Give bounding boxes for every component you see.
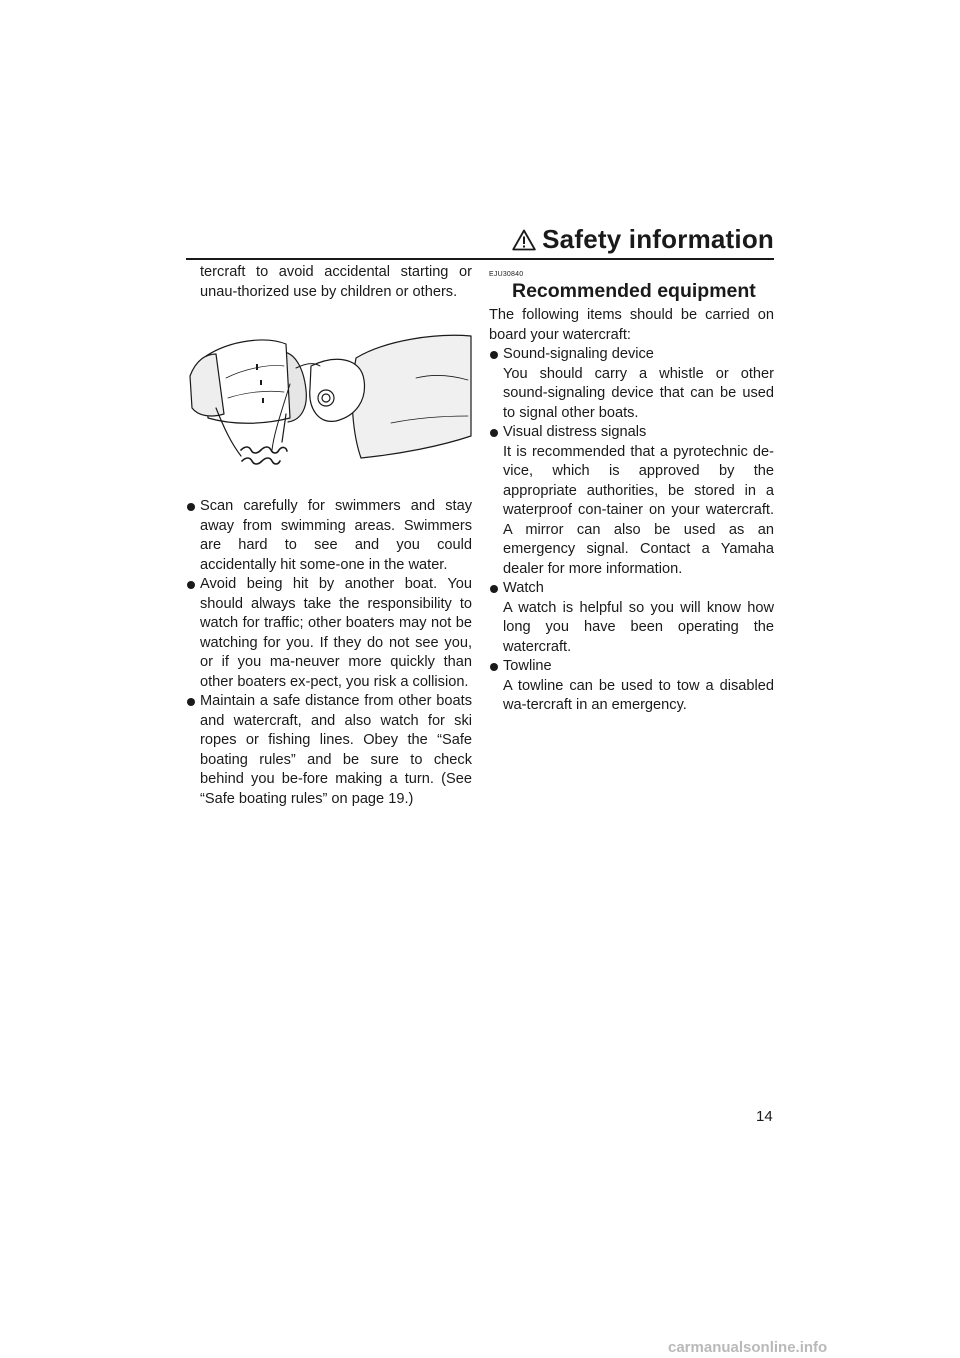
equipment-item xyxy=(489,345,774,365)
equipment-item-title: Visual distress signals xyxy=(503,424,647,440)
bullet-text: Scan carefully for swimmers and stay away from swimming areas. Swimmers are hard to see and you could accidentally hit some-one in the water. xyxy=(200,498,472,573)
equipment-item xyxy=(489,657,774,677)
bullet-icon xyxy=(490,351,498,359)
equipment-item-body: It is recommended that a pyrotechnic de-vice, which is approved by the appropriate authorities, be stored in a waterproof con-tainer on your watercraft. A mirror can also be used as an emergency signal. Contact a Yamaha dealer for more information. xyxy=(503,443,774,577)
equipment-item-body: A watch is helpful so you will know how long you have been operating the watercraft. xyxy=(503,599,774,655)
equipment-item-body: You should carry a whistle or other sound-signaling device that can be used to signal other boats. xyxy=(503,365,774,421)
page-number: 14 xyxy=(756,1108,773,1125)
bullet-icon xyxy=(490,663,498,671)
equipment-item xyxy=(489,423,774,443)
bullet-icon xyxy=(187,698,195,706)
bullet-item xyxy=(186,497,472,575)
section-heading: Recommended equipment xyxy=(512,280,756,302)
bullet-item xyxy=(186,692,472,809)
page-title: Safety information xyxy=(542,224,774,254)
bullet-text: Maintain a safe distance from other boats and watercraft, and also watch for ski ropes or fishing lines. Obey the “Safe boating rules” and be sure to check behind you be-fore making a turn. (See “Safe boating rules” on page 19.) xyxy=(200,693,472,807)
page-header xyxy=(186,224,774,260)
watermark-link[interactable]: carmanualsonline.info xyxy=(668,1339,828,1356)
left-column xyxy=(186,263,472,809)
warning-triangle-icon xyxy=(512,229,536,251)
equipment-item-title: Sound-signaling device xyxy=(503,346,654,362)
bullet-item xyxy=(186,575,472,692)
equipment-item-body: A towline can be used to tow a disabled wa-tercraft in an emergency. xyxy=(503,677,774,713)
bullet-text: Avoid being hit by another boat. You should always take the responsibility to watch for traffic; other boaters may not be watching for you. If they do not see you, or if you ma-neuver more quickly than other boaters ex-pect, you risk a collision. xyxy=(200,576,472,690)
bullet-icon xyxy=(490,585,498,593)
equipment-item-title: Watch xyxy=(503,580,544,596)
continuation-paragraph: tercraft to avoid accidental starting or unau-thorized use by children or others. xyxy=(200,264,472,300)
header-title-group xyxy=(512,224,774,255)
equipment-item xyxy=(489,579,774,599)
right-column xyxy=(489,270,774,716)
intro-paragraph: The following items should be carried on board your watercraft: xyxy=(489,307,774,343)
bullet-icon xyxy=(490,429,498,437)
equipment-item-title: Towline xyxy=(503,658,552,674)
section-code: EJU30840 xyxy=(489,271,524,278)
bullet-icon xyxy=(187,503,195,511)
lanyard-wrist-illustration xyxy=(186,318,472,473)
bullet-icon xyxy=(187,581,195,589)
